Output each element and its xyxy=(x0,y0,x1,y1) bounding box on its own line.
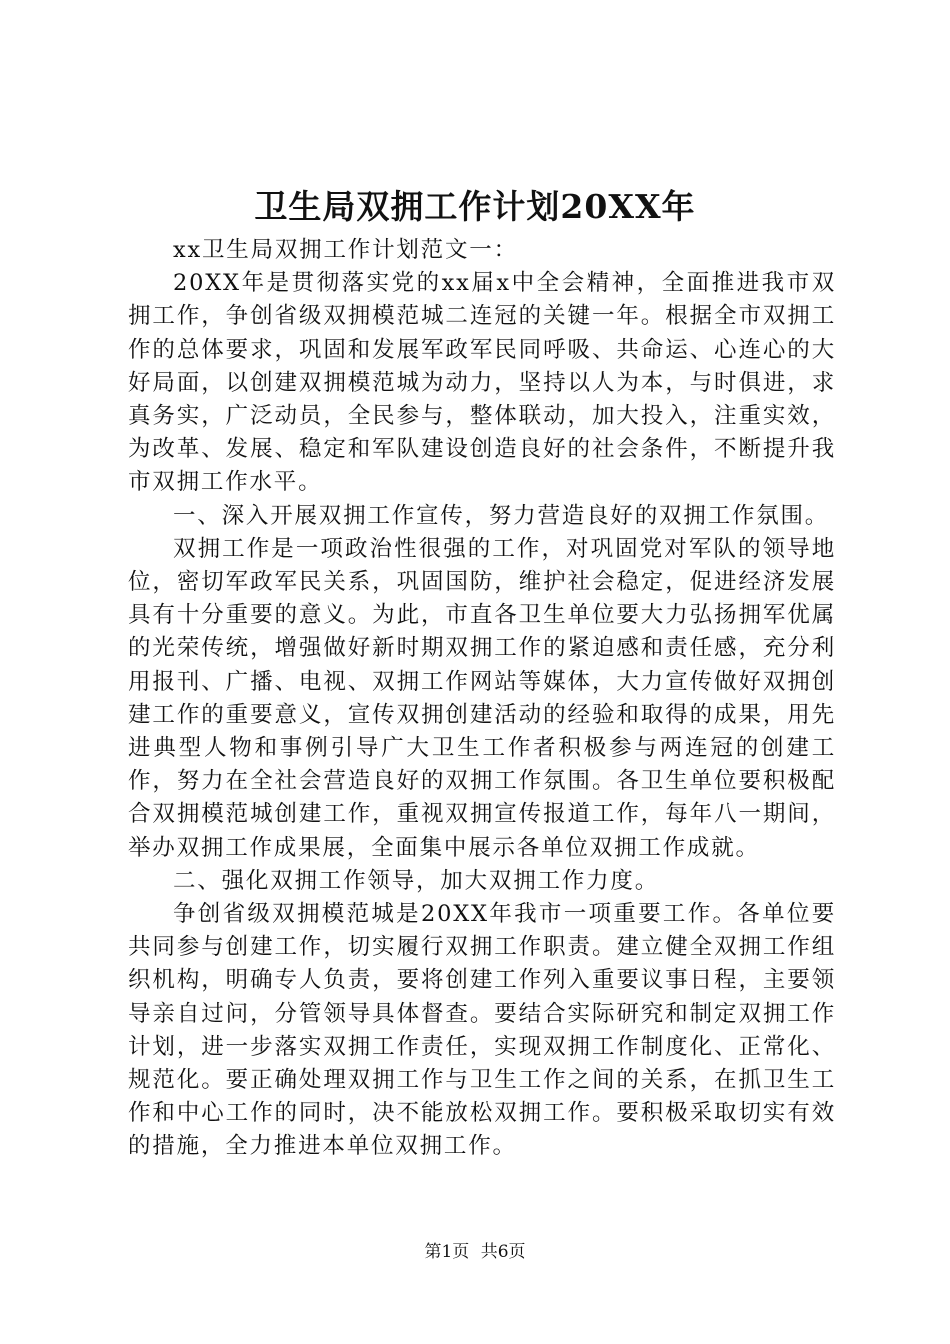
paragraph-overview: 20XX年是贯彻落实党的xx届x中全会精神，全面推进我市双拥工作，争创省级双拥模范城二连冠的关键一年。根据全市双拥工作的总体要求，巩固和发展军政军民同呼吸、共命运、心连心的大好局面，以创建双拥模范城为动力，坚持以人为本，与时俱进，求真务实，广泛动员，全民参与，整体联动，加大投入，注重实效，为改革、发展、稳定和军队建设创造良好的社会条件，不断提升我市双拥工作水平。 xyxy=(128,270,836,496)
page-footer xyxy=(0,1240,950,1264)
paragraph-intro: xx卫生局双拥工作计划范文一： xyxy=(173,237,518,263)
document-title: 卫生局双拥工作计划20XX年 xyxy=(254,187,696,226)
section-heading-1: 一、深入开展双拥工作宣传，努力营造良好的双拥工作氛围。 xyxy=(173,502,830,529)
page-total: 共6页 xyxy=(480,1242,526,1262)
paragraph-section-2: 争创省级双拥模范城是20XX年我市一项重要工作。各单位要共同参与创建工作，切实履行双拥工作职责。建立健全双拥工作组织机构，明确专人负责，要将创建工作列入重要议事日程，主要领导亲自过问，分管领导具体督查。要结合实际研究和制定双拥工作计划，进一步落实双拥工作责任，实现双拥工作制度化、正常化、规范化。要正确处理双拥工作与卫生工作之间的关系，在抓卫生工作和中心工作的同时，决不能放松双拥工作。要积极采取切实有效的措施，全力推进本单位双拥工作。 xyxy=(128,901,836,1160)
paragraph-section-1: 双拥工作是一项政治性很强的工作，对巩固党对军队的领导地位，密切军政军民关系，巩固国防，维护社会稳定，促进经济发展具有十分重要的意义。为此，市直各卫生单位要大力弘扬拥军优属的光荣传统，增强做好新时期双拥工作的紧迫感和责任感，充分利用报刊、广播、电视、双拥工作网站等媒体，大力宣传做好双拥创建工作的重要意义，宣传双拥创建活动的经验和取得的成果，用先进典型人物和事例引导广大卫生工作者积极参与两连冠的创建工作，努力在全社会营造良好的双拥工作氛围。各卫生单位要积极配合双拥模范城创建工作，重视双拥宣传报道工作，每年八一期间，举办双拥工作成果展，全面集中展示各单位双拥工作成就。 xyxy=(128,535,836,861)
page-number: 第1页 xyxy=(424,1242,470,1262)
section-heading-2: 二、强化双拥工作领导，加大双拥工作力度。 xyxy=(173,867,660,894)
document-body xyxy=(128,234,836,1164)
